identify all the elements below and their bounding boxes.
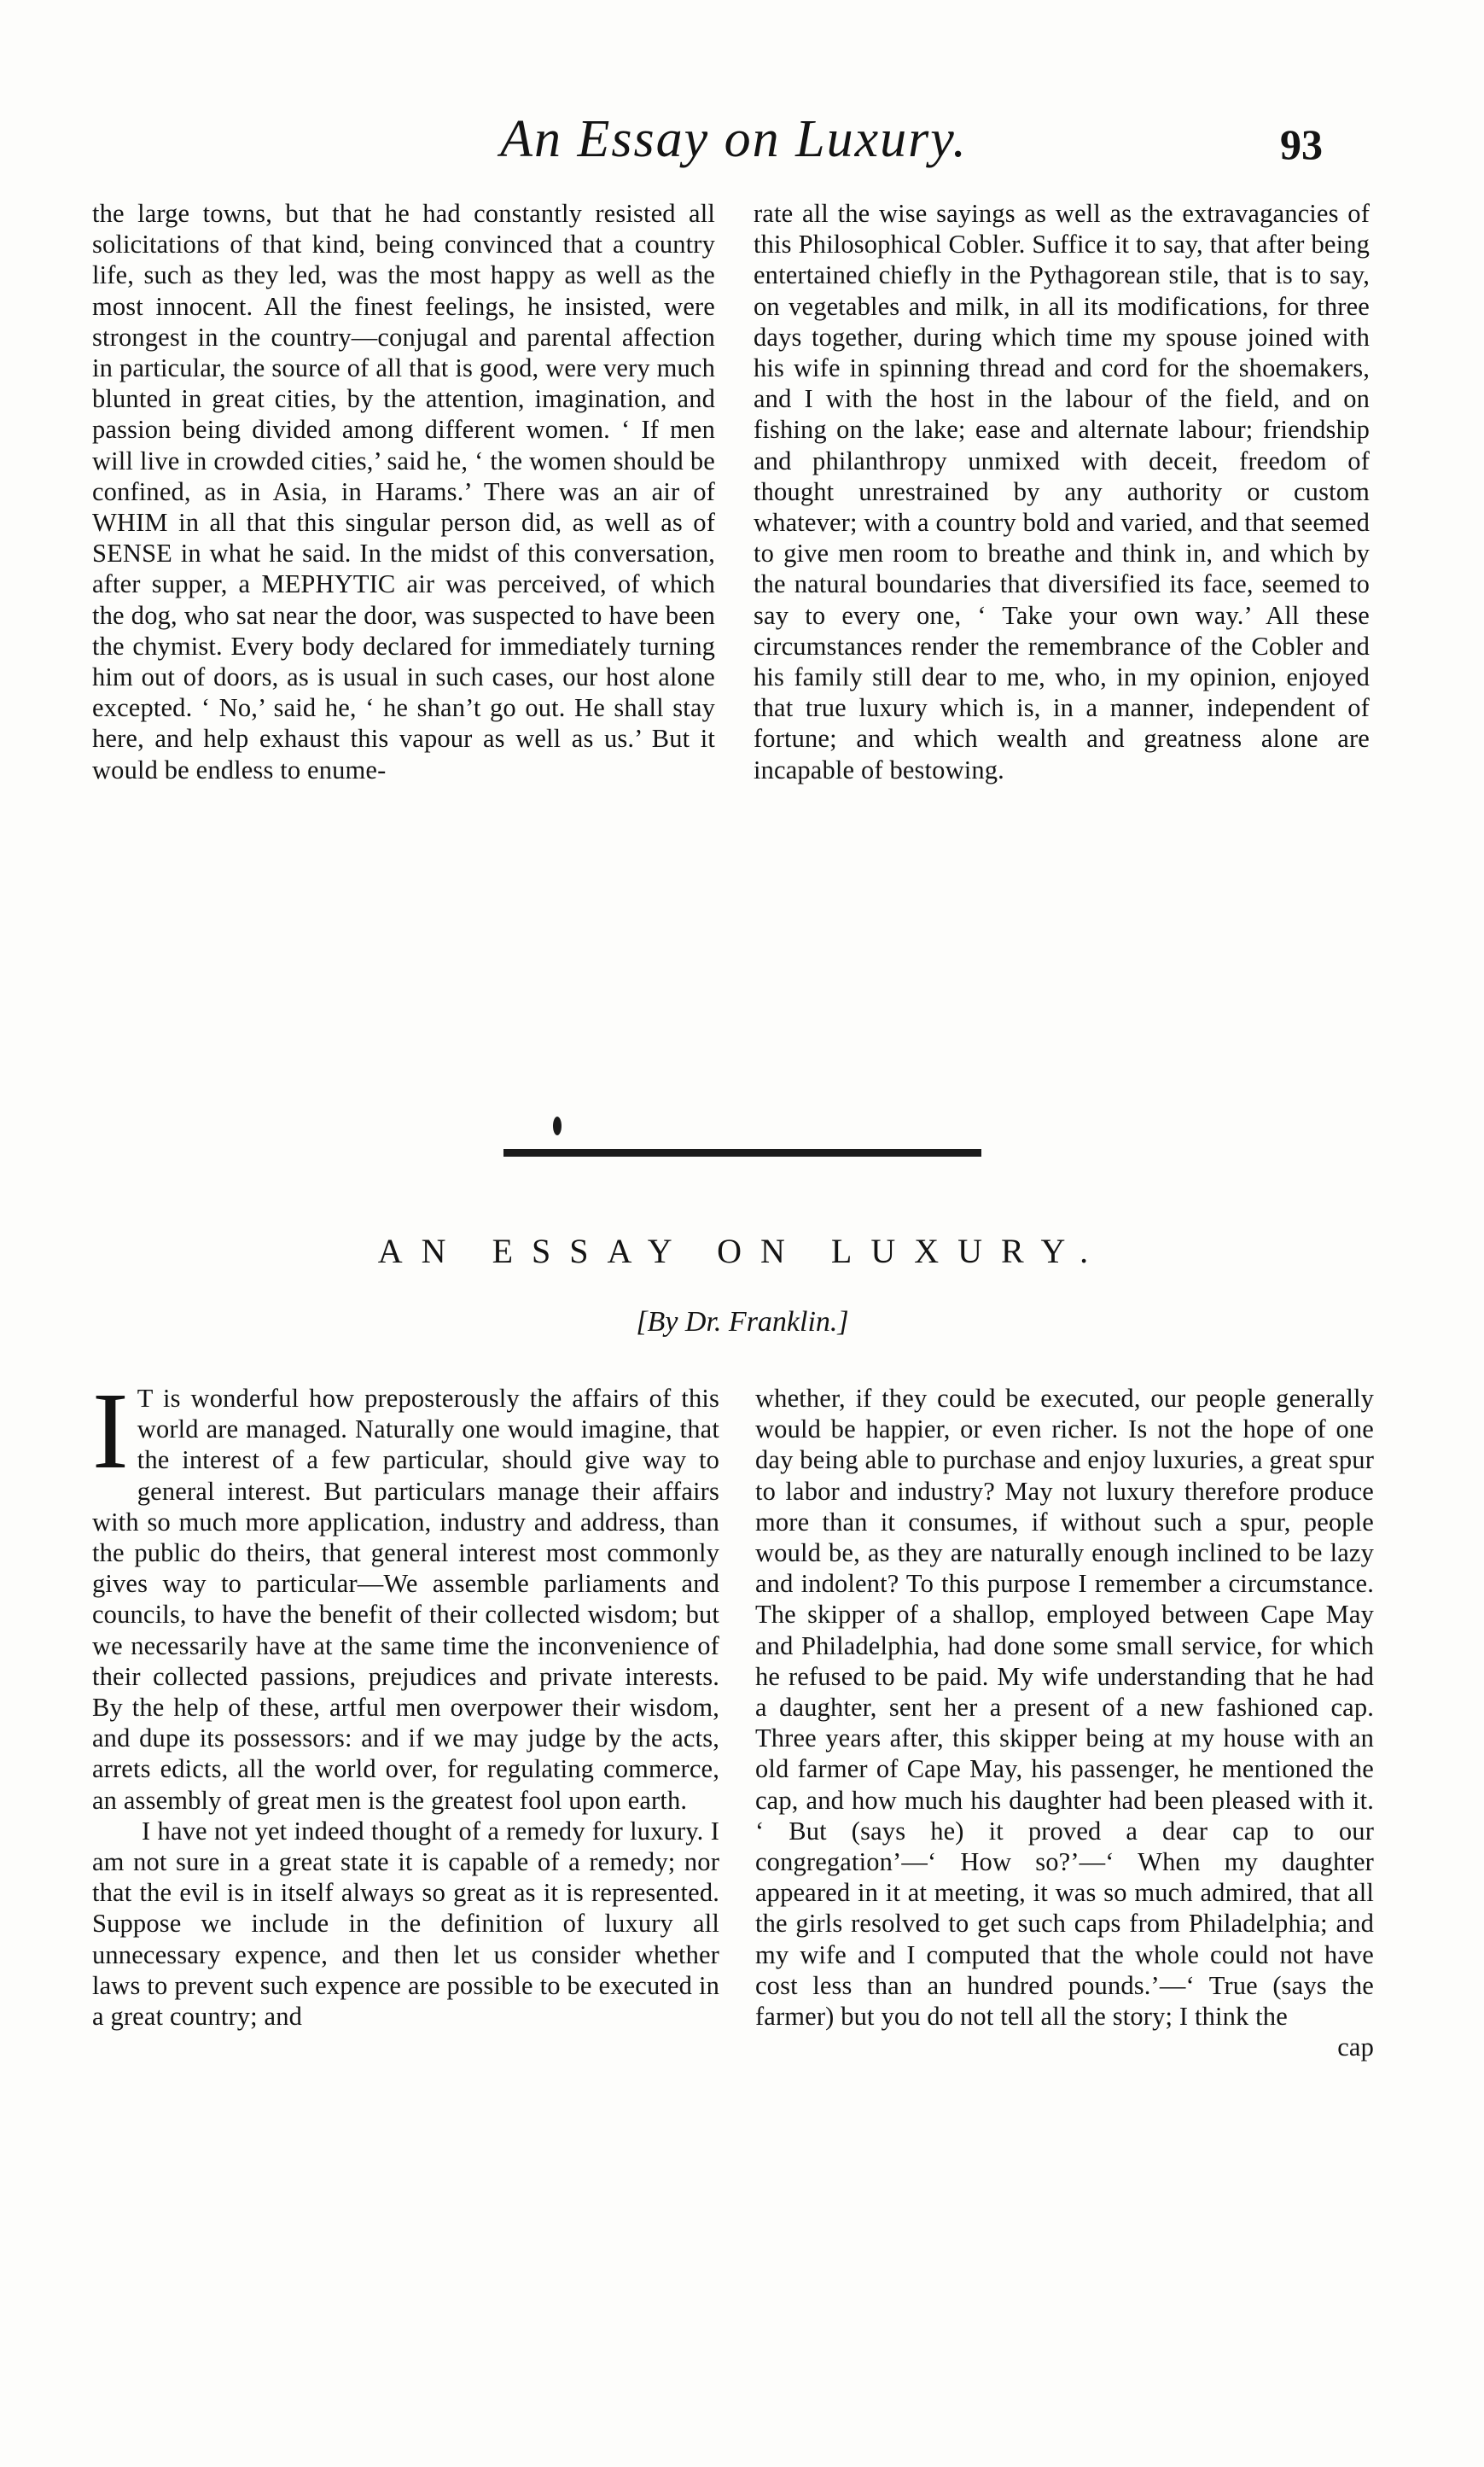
page-number: 93 xyxy=(1280,120,1323,168)
essay-paragraph-2: I have not yet indeed thought of a remedy for luxury. I am not sure in a great state it is capable of a remedy; nor that the evil is in itself always so great as it is represented. Suppose we include in the definition of luxury all unnecessary expence, and then let us consider whether laws to prevent such expence are possible to be executed in a great country; and xyxy=(92,1816,719,2032)
previous-article-left-text: the large towns, but that he had constantly resisted all solicitations of that kind, being convinced that a country life, such as they led, was the most happy as well as the most innocent. All the finest feelings, he insisted, were strongest in the country—conjugal and parental affection in particular, the source of all that is good, were very much blunted in great cities, by the attention, imagination, and passion being divided among different women. ‘ If men will live in crowded cities,’ said he, ‘ the women should be confined, as in Asia, in Harams.’ There was an air of WHIM in all that this singular person did, as well as of SENSE in what he said. In the midst of this conversation, after supper, a MEPHYTIC air was perceived, of which the dog, who sat near the door, was suspected to have been the chymist. Every body declared for immediately turning him out of doors, as is usual in such cases, our host alone excepted. ‘ No,’ said he, ‘ he shan’t go out. He shall stay here, and help exhaust this vapour as well as us.’ But it would be endless to enume- xyxy=(92,199,715,784)
essay-byline: [By Dr. Franklin.] xyxy=(636,1306,849,1338)
drop-cap: I xyxy=(92,1370,129,1491)
previous-article-left-column xyxy=(92,198,715,785)
essay-paragraph-1-text: T is wonderful how preposterously the affairs of this world are managed. Naturally one would imagine, that the interest of a few particular, should give way to general interest. But particulars manage their affairs with so much more application, industry and address, than the public do theirs, that general interest most commonly gives way to particular—We assemble parliaments and councils, to have the benefit of their collected wisdom; but we necessarily have at the same time the inconvenience of their collected passions, prejudices and private interests. By the help of these, artful men overpower their wisdom, and dupe its possessors: and if we may judge by the acts, arrets edicts, all the world over, for regulating commerce, an assembly of great men is the greatest fool upon earth. xyxy=(92,1384,719,1815)
previous-article-right-column xyxy=(754,198,1370,785)
ornament-dot xyxy=(553,1117,562,1135)
essay-right-text: whether, if they could be executed, our people generally would be happier, or even richer. Is not the hope of one day being able to purchase and enjoy luxuries, a great spur to labor and industry? May not luxury therefore produce more than it consumes, if without such a spur, people would be, as they are naturally enough inclined to be lazy and indolent? To this purpose I remember a circumstance. The skipper of a shallop, employed between Cape May and Philadelphia, had done some small service, for which he refused to be paid. My wife understanding that he had a daughter, sent her a present of a new fashioned cap. Three years after, this skipper being at my house with an old farmer of Cape May, his passenger, he mentioned the cap, and how much his daughter had been pleased with it. ‘ But (says he) it proved a dear cap to our congregation’—‘ How so?’—‘ When my daughter appeared in it at meeting, it was so much admired, that all the girls resolved to get such caps from Philadelphia; and my wife and I computed that the whole could not have cost less than an hundred pounds.’—‘ True (says the farmer) but you do not tell all the story; I think the xyxy=(755,1384,1374,2032)
essay-paragraph-1 xyxy=(92,1370,719,1816)
catchword: cap xyxy=(1337,2033,1374,2062)
essay-right-column xyxy=(755,1383,1374,2062)
section-divider-rule xyxy=(503,1149,981,1157)
essay-title: AN ESSAY ON LUXURY. xyxy=(377,1232,1108,1270)
previous-article-right-text: rate all the wise sayings as well as the extravagancies of this Philosophical Cobler. Suffice it to say, that after being entertained chiefly in the Pythagorean stile, that is to say, on vegetables and milk, in all its modifications, for three days together, during which time my spouse joined with his wife in spinning thread and cord for the shoemakers, and I with the host in the labour of the field, and on fishing on the lake; ease and alternate labour; friendship and philanthropy unmixed with deceit, freedom of thought unrestrained by any authority or custom whatever; with a country bold and varied, and that seemed to give men room to breathe and think in, and which by the natural boundaries that diversified its face, seemed to say to every one, ‘ Take your own way.’ All these circumstances render the remembrance of the Cobler and his family still dear to me, who, in my opinion, enjoyed that true luxury which is, in a manner, independent of fortune; and which wealth and greatness alone are incapable of bestowing. xyxy=(754,199,1370,784)
essay-left-column xyxy=(92,1370,719,2032)
running-title: An Essay on Luxury. xyxy=(500,110,968,168)
